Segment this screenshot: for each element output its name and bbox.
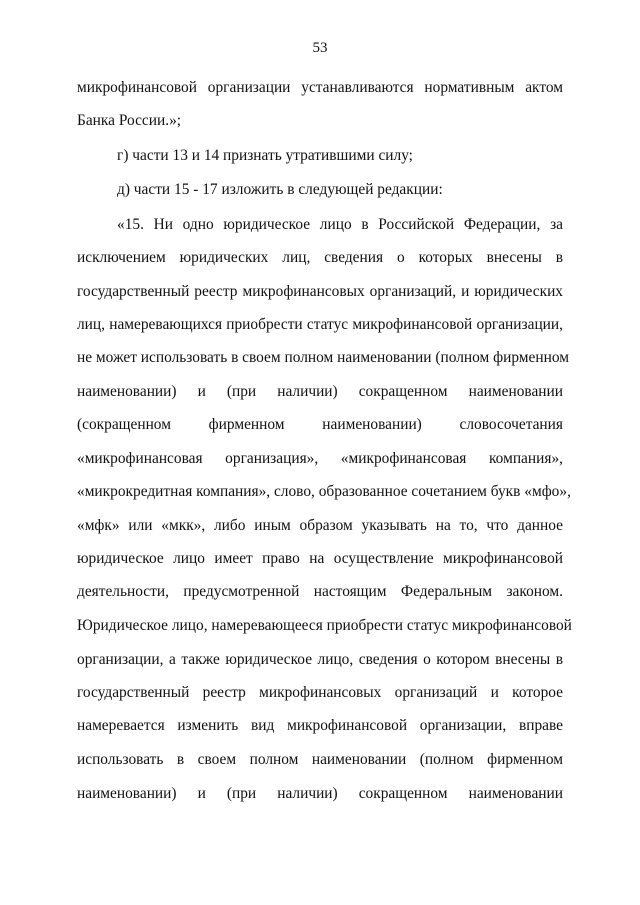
text-line: исключением юридических лиц, сведения о которых внесены в <box>77 249 563 266</box>
text-line: намеревается изменить вид микрофинансовой организации, вправе <box>77 717 563 734</box>
text-line: д) части 15 - 17 изложить в следующей редакции: <box>117 181 443 198</box>
text-line: государственный реестр микрофинансовых организаций и которое <box>77 684 563 701</box>
text-line: лиц, намеревающихся приобрести статус микрофинансовой организации, <box>77 316 563 333</box>
text-line: (сокращенном фирменном наименовании) словосочетания <box>77 416 563 433</box>
text-line: использовать в своем полном наименовании (полном фирменном <box>77 751 563 768</box>
text-line: «15. Ни одно юридическое лицо в Российской Федерации, за <box>117 216 563 233</box>
text-line: г) части 13 и 14 признать утратившими силу; <box>117 147 413 164</box>
text-line: не может использовать в своем полном наименовании (полном фирменном <box>77 349 569 366</box>
text-line: «микрофинансовая организация», «микрофинансовая компания», <box>77 450 563 467</box>
text-line: наименовании) и (при наличии) сокращенном наименовании <box>77 383 563 400</box>
page-number: 53 <box>312 40 328 56</box>
text-line: «мфк» или «мкк», либо иным образом указывать на то, что данное <box>77 517 563 534</box>
text-line: Банка России.»; <box>77 112 182 129</box>
text-line: государственный реестр микрофинансовых организаций, и юридических <box>77 283 563 300</box>
text-line: юридическое лицо имеет право на осуществление микрофинансовой <box>77 550 563 567</box>
text-line: организации, а также юридическое лицо, сведения о котором внесены в <box>77 651 563 668</box>
text-line: микрофинансовой организации устанавливаются нормативным актом <box>77 79 563 96</box>
text-line: «микрокредитная компания», слово, образованное сочетанием букв «мфо», <box>77 483 571 500</box>
text-line: наименовании) и (при наличии) сокращенном наименовании <box>77 785 563 802</box>
text-line: Юридическое лицо, намеревающееся приобрести статус микрофинансовой <box>77 617 572 634</box>
text-line: деятельности, предусмотренной настоящим Федеральным законом. <box>77 583 563 600</box>
